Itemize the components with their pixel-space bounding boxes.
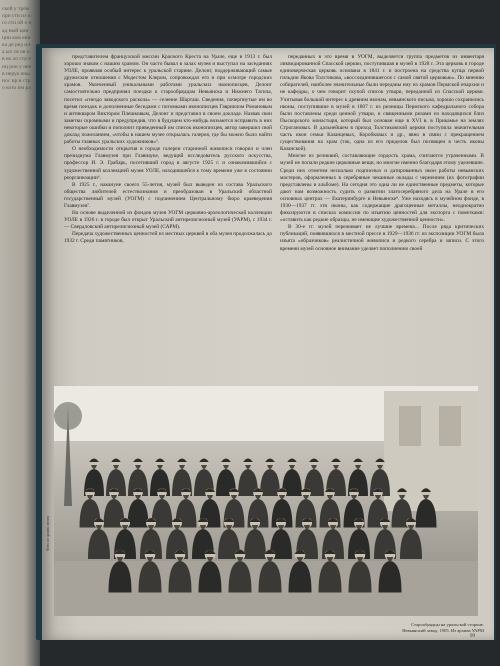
paragraph: На основе выделенной из фондов музея УОГМ церковно-археологической коллекции УОЛЕ в 1926 г. в городе был открыт Уральский антирелигиозный музей (УАРМ), с 1934 г. — Свердловский антирелигиозный музей (САРМ). <box>64 210 272 231</box>
photo-caption <box>372 622 484 634</box>
right-text-column <box>280 54 484 394</box>
paragraph: представителем французской миссии Красного Креста на Урале, еще в 1913 г. был хорошо знаком с нашим храмом. Он часто бывал в залах музея и выступал на заседаниях УОЛЕ, проявляя особый интерес к уральской старине. Делонг, поддерживающий самые дружеские отношения с Модестом Клером, сопровождал его и при осмотре городских храмов. Увлеченный уникальными работами уральских иконописцев, Делонг самостоятельно предпринял поездки к старообрядцам Невьянска и Нижнего Тагила, посетил «гнездо заводского раскола» — селение Шарташ. Сведения, почерпнутые им во время поездок и дополненные беседами с потомками иконописцев Гавриилом Романовым и антикваром Виктором Плешковым, Делонг и представил в своем докладе. Назвав свои заметки скромными и предупредив, что в будущем кто-нибудь возьмется исправить в них некоторые ошибки и пополнит приведенный им список иконописцев, автор завершил свой доклад пожеланием, «чтобы в нашем музее открылась галерея, где бы можно было найти работы главных уральских художников»⁵. <box>64 54 272 146</box>
previous-page-text: ской у трём при сти из ого сти ой о над ный ции ции ком ени ка де ред ила ых ся ов и в ек ло стр енц рон у нее в нерук ены нос нр в стро кото им ра <box>2 6 32 92</box>
paragraph: В 1925 г., накануне своего 55-летия, музей был выведен из состава Уральского общества любителей естествознания и преобразован в Уральский областной государственный музей (УОГМ) с подчинением Центральному бюро краеведения Главмузея⁷. <box>64 181 272 209</box>
page-number: 99 <box>470 634 475 639</box>
group-photo-illustration <box>54 386 478 616</box>
paragraph: О необходимости открытия в городе галереи старинной живописи говорил и член президиума Главмузея при Главнауке, ведущий исследователь русского искусства, профессор И. Э. Грабарь, посетивший город в августе 1925 г. и ознакомившийся с художественной коллекцией музея УОЛЕ, находившейся к тому времени уже в состоянии реорганизации⁶. <box>64 146 272 181</box>
caption-line: Старообрядцы на уральской стороне. <box>411 622 484 627</box>
paragraph: Передача художественных ценностей из местных церквей в оба музея продолжалась до 1932 г. Среди памятников, <box>64 231 272 245</box>
caption-line: Невьянский завод. 1905. Из архива УАРМ <box>402 627 484 633</box>
paragraph: В 30-е гг. музей переживает не лучшие времена... После ряда критических публикаций, появившихся в местной прессе в 1929—1936 гг. из экспозиции УОГМ была изъята «образчиков» реалистичной живописи и редкого серебра и записи. С этого времени музей основное внимание уделяет пополнению своей <box>280 224 484 252</box>
archival-group-photo <box>54 386 478 616</box>
paragraph: Многие из реликвий, составляющие гордость храма, считаются утраченными. В музей не попали редкие церковные вещи, но многие именно благодаря этому уцелевшие. Среди них отметим несколько подписных и датированных икон работы невьянских мастеров, оформленных в серебряные чеканные оклады с чернением (их фотографии представлены в альбоме). На сегодня это одна ли не единственные предметы, которые дают нам возможность судить о развитии златосеребряного дела на Урале в его основных центрах — Екатеринбурге и Невьянске⁸. Уже находясь в музейном фонде, в 1930—1937 гг. эти иконы, как содержащие драгоценные металлы, неоднократно фиксируются в списках комиссии по изъятию ценностей для экспорта с пометками: «оставить как редкие образцы, не имеющие художественной ценности». <box>280 153 484 224</box>
previous-page-edge <box>0 0 40 666</box>
paragraph: переданных в это время в УОГМ, выделяется группа предметов из инвентаря ликвидированной Спасской церкви, поступившая в музей в 1928 г. Эта церковь в городе единоверческая церковь основана в 1841 г. и построена на средства купца первой гильдии Якова Толстикова, «воссоединившегося с самой святой церковью». По мнению собирателей, наиболее значительные были переданы ему из храмов Пермской епархии и не кафедры, о чем говорит скупой список утвари, переданной из Спасской церкви. Учитывая большой интерес к древним иконам, невьянского письма, хорошо сохранились иконы, поступившие в музей в 1807 г. из ризницы Пермского кафедрального собора были поставлены среди ценной утвари, и священными ризами из находящихся близ Пыскорского монастыря, который был основан еще в XVI в. в Прикамье на землях Строгановых. В дальнейшем в приход Толстиковской церкви поступила значительная часть икон семьи Казанцевых, Коробковых и др., явно в связи с прекращением существования на храм (так, одна из его приделов был посвящен в честь иконы Казанской). <box>280 54 484 153</box>
photo-credit: Фото из архива музея <box>46 516 50 551</box>
book-page <box>42 48 494 640</box>
left-text-column <box>64 54 272 394</box>
